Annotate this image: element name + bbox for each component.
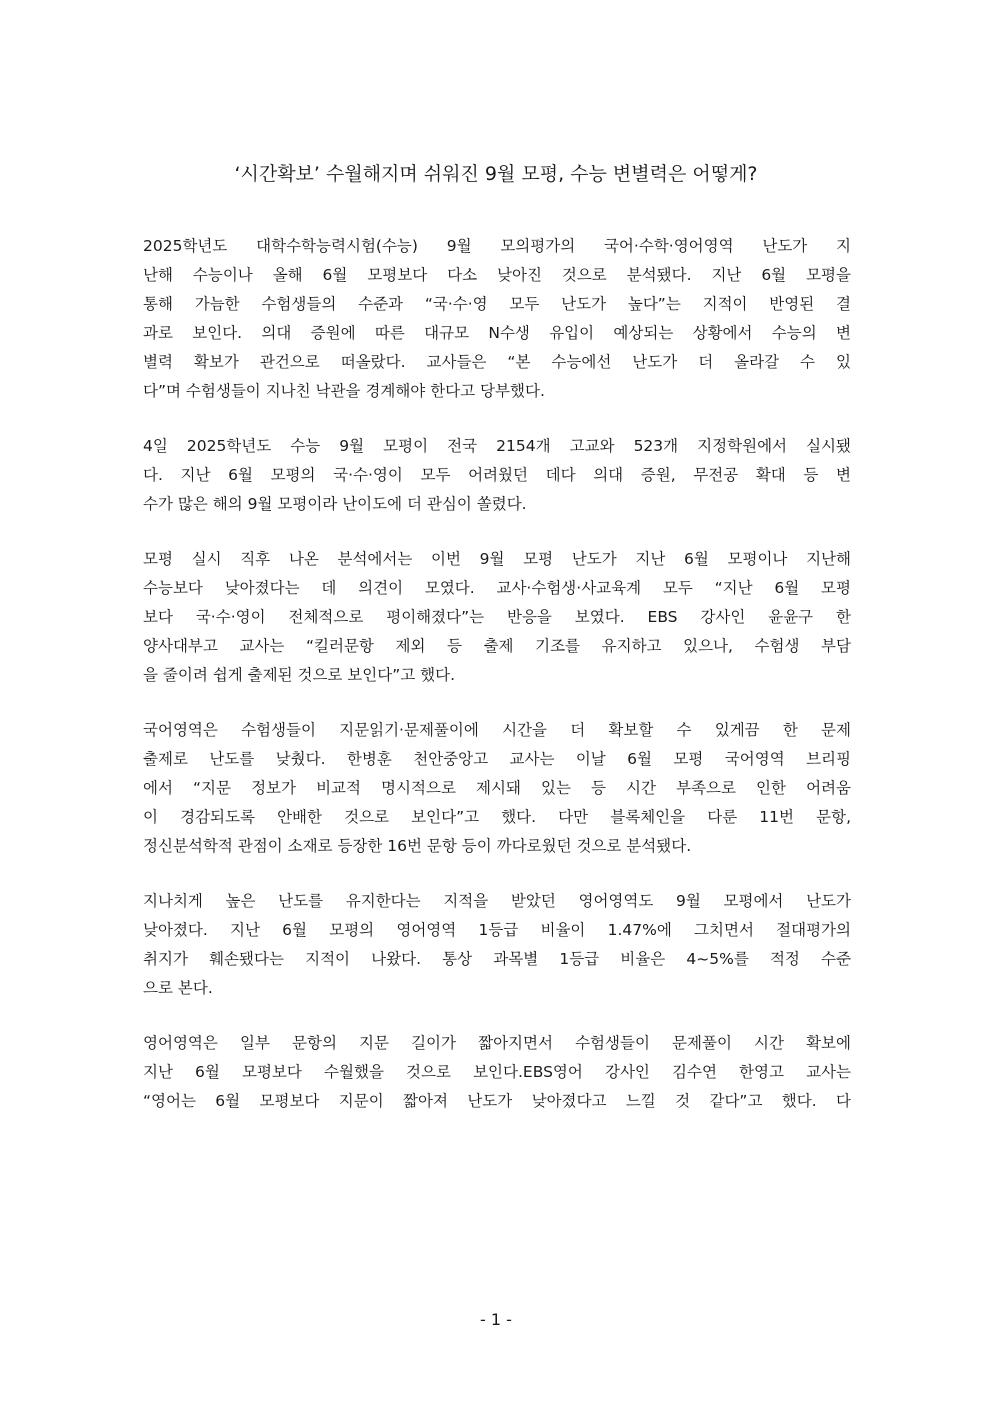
paragraph-1 [143, 232, 851, 406]
paragraph-line: 다. 지난 6월 모평의 국·수·영이 모두 어려웠던 데다 의대 증원, 무전공 확대 등 변 [143, 466, 851, 484]
paragraph-line: 2025학년도 대학수학능력시험(수능) 9월 모의평가의 국어·수학·영어영역 난도가 지 [143, 237, 851, 255]
paragraph-line: 낮아졌다. 지난 6월 모평의 영어영역 1등급 비율이 1.47%에 그치면서 절대평가의 [143, 921, 851, 939]
paragraph-3 [143, 545, 851, 690]
paragraph-5 [143, 887, 851, 1003]
paragraph-line: 으로 본다. [143, 979, 213, 997]
paragraph-line: 별력 확보가 관건으로 떠올랐다. 교사들은 “본 수능에선 난도가 더 올라갈 수 있 [143, 353, 851, 371]
paragraph-line: 을 줄이려 쉽게 출제된 것으로 보인다”고 했다. [143, 666, 456, 684]
article-body [143, 232, 851, 1142]
paragraph-6 [143, 1029, 851, 1116]
paragraph-line: 지난 6월 모평보다 수월했을 것으로 보인다.EBS영어 강사인 김수연 한영고 교사는 [143, 1063, 851, 1081]
paragraph-line: 수능보다 낮아졌다는 데 의견이 모였다. 교사·수험생·사교육계 모두 “지난 6월 모평 [143, 579, 851, 597]
paragraph-line: 통해 가늠한 수험생들의 수준과 “국·수·영 모두 난도가 높다”는 지적이 반영된 결 [143, 295, 851, 313]
paragraph-line: “영어는 6월 모평보다 지문이 짧아져 난도가 낮아졌다고 느낄 것 같다”고 했다. 다 [143, 1092, 851, 1110]
page-number: - 1 - [480, 1310, 512, 1329]
paragraph-line: 4일 2025학년도 수능 9월 모평이 전국 2154개 고교와 523개 지정학원에서 실시됐 [143, 437, 851, 455]
paragraph-line: 출제로 난도를 낮췄다. 한병훈 천안중앙고 교사는 이날 6월 모평 국어영역 브리핑 [143, 750, 851, 768]
paragraph-line: 보다 국·수·영이 전체적으로 평이해졌다”는 반응을 보였다. EBS 강사인 윤윤구 한 [143, 608, 851, 626]
paragraph-line: 모평 실시 직후 나온 분석에서는 이번 9월 모평 난도가 지난 6월 모평이나 지난해 [143, 550, 851, 568]
paragraph-line: 정신분석학적 관점이 소재로 등장한 16번 문항 등이 까다로웠던 것으로 분석됐다. [143, 837, 692, 855]
paragraph-line: 과로 보인다. 의대 증원에 따른 대규모 N수생 유입이 예상되는 상황에서 수능의 변 [143, 324, 851, 342]
article-title: ‘시간확보’ 수월해지며 쉬워진 9월 모평, 수능 변별력은 어떻게? [234, 163, 758, 185]
paragraph-line: 수가 많은 해의 9월 모평이라 난이도에 더 관심이 쏠렸다. [143, 495, 527, 513]
paragraph-2 [143, 432, 851, 519]
paragraph-line: 이 경감되도록 안배한 것으로 보인다”고 했다. 다만 블록체인을 다룬 11번 문항, [143, 808, 851, 826]
paragraph-line: 양사대부고 교사는 “킬러문항 제외 등 출제 기조를 유지하고 있으나, 수험생 부담 [143, 637, 851, 655]
paragraph-line: 지나치게 높은 난도를 유지한다는 지적을 받았던 영어영역도 9월 모평에서 난도가 [143, 892, 851, 910]
paragraph-line: 난해 수능이나 올해 6월 모평보다 다소 낮아진 것으로 분석됐다. 지난 6월 모평을 [143, 266, 851, 284]
paragraph-line: 다”며 수험생들이 지나친 낙관을 경계해야 한다고 당부했다. [143, 382, 545, 400]
paragraph-line: 취지가 훼손됐다는 지적이 나왔다. 통상 과목별 1등급 비율은 4~5%를 적정 수준 [143, 950, 851, 968]
paragraph-4 [143, 716, 851, 861]
paragraph-line: 영어영역은 일부 문항의 지문 길이가 짧아지면서 수험생들이 문제풀이 시간 확보에 [143, 1034, 851, 1052]
paragraph-line: 에서 “지문 정보가 비교적 명시적으로 제시돼 있는 등 시간 부족으로 인한 어려움 [143, 779, 851, 797]
paragraph-line: 국어영역은 수험생들이 지문읽기·문제풀이에 시간을 더 확보할 수 있게끔 한 문제 [143, 721, 851, 739]
